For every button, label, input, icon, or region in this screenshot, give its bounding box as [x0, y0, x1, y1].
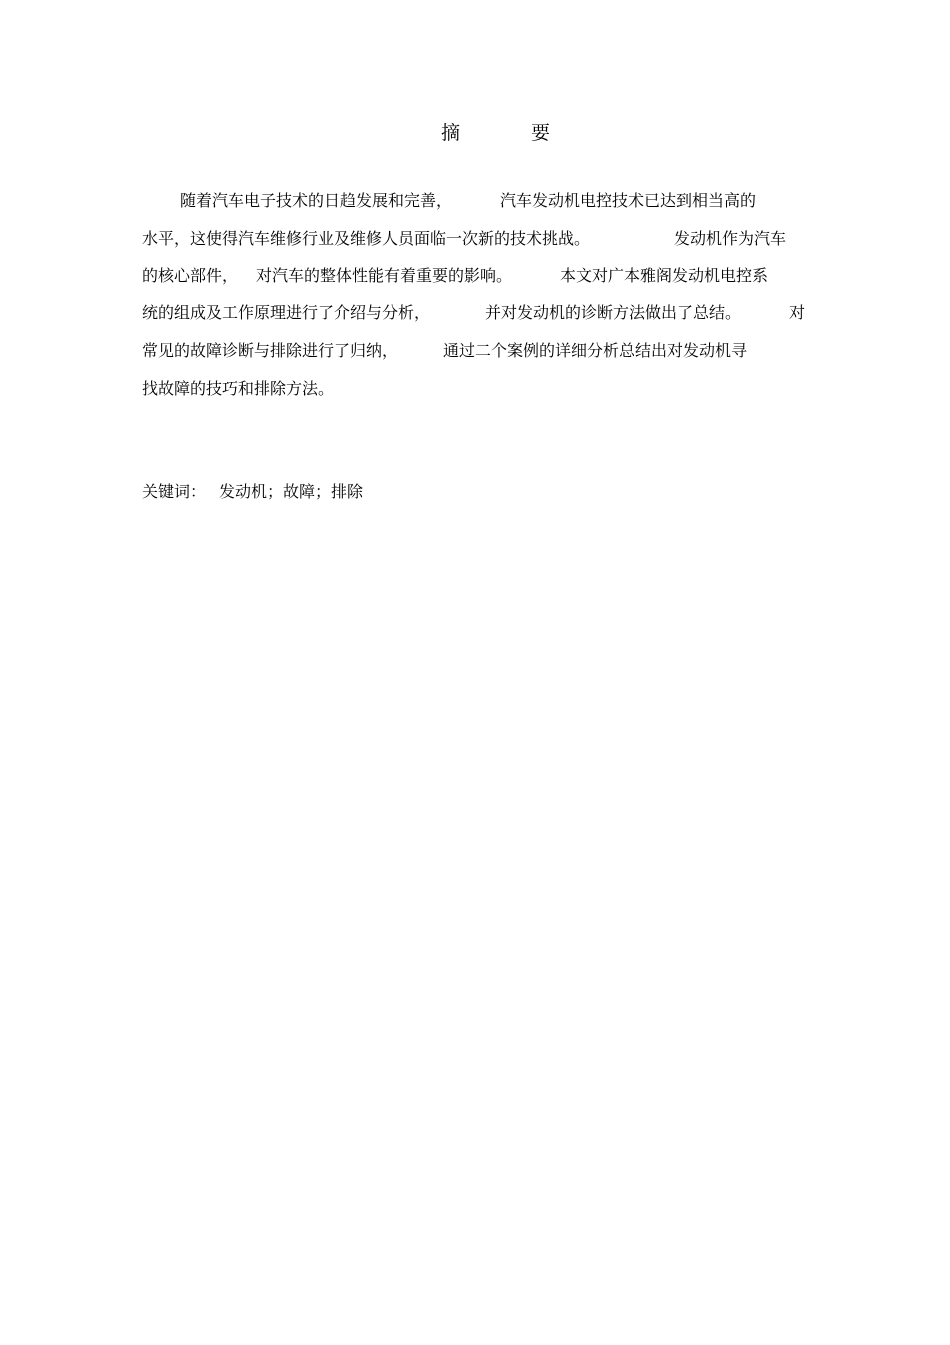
abstract-title-char-2: 要	[531, 122, 551, 144]
abstract-line-3-seg-2: 对汽车的整体性能有着重要的影响。	[256, 266, 513, 285]
keywords-label: 关键词：	[142, 482, 207, 501]
abstract-line-3-seg-1: 的核心部件，	[142, 266, 239, 285]
abstract-line-2-seg-2: 发动机作为汽车	[674, 229, 787, 248]
abstract-line-2-seg-1: 水平，这使得汽车维修行业及维修人员面临一次新的技术挑战。	[142, 229, 591, 248]
abstract-line-5-seg-1: 常见的故障诊断与排除进行了归纳，	[142, 341, 399, 360]
abstract-line-4-seg-2: 并对发动机的诊断方法做出了总结。	[485, 303, 742, 322]
abstract-title	[441, 118, 561, 148]
keywords-value: 发动机；故障；排除	[219, 482, 364, 501]
abstract-line-1-seg-1: 随着汽车电子技术的日趋发展和完善，	[180, 191, 453, 210]
abstract-line-5-seg-2: 通过二个案例的详细分析总结出对发动机寻	[443, 341, 748, 360]
abstract-line-1-seg-2: 汽车发动机电控技术已达到相当高的	[500, 191, 757, 210]
abstract-line-6-seg-1: 找故障的技巧和排除方法。	[142, 379, 335, 398]
abstract-line-4-seg-3: 对	[789, 303, 806, 322]
abstract-line-4-seg-1: 统的组成及工作原理进行了介绍与分析，	[142, 303, 431, 322]
abstract-line-3-seg-3: 本文对广本雅阁发动机电控系	[560, 266, 769, 285]
abstract-title-char-1: 摘	[441, 122, 461, 144]
